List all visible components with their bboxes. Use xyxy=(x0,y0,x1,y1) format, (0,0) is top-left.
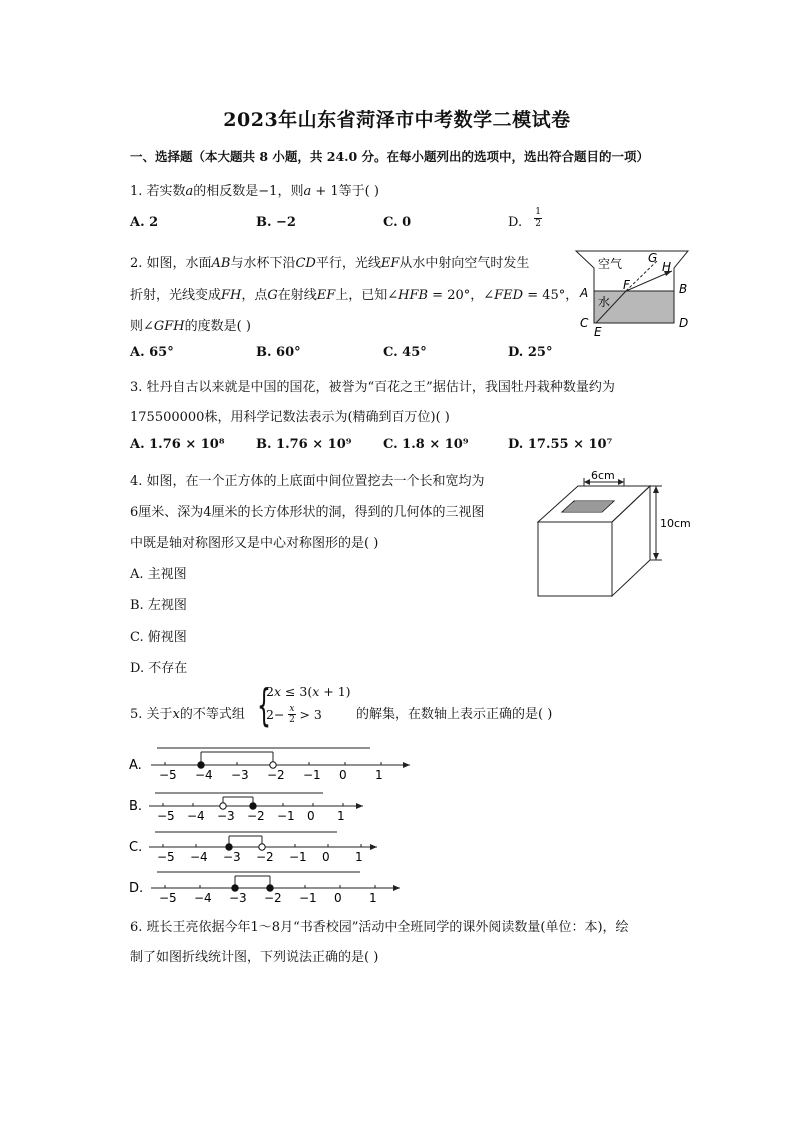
tick-label: 1 xyxy=(375,768,383,782)
tick-label: 0 xyxy=(334,891,342,905)
number-line-label: A. xyxy=(129,758,142,773)
fraction-numerator: 𝑥 xyxy=(289,704,295,714)
q1-option-d-label: D. xyxy=(508,215,523,230)
axis-arrow xyxy=(356,803,363,809)
inequality-2-left: 2− xyxy=(266,707,285,722)
question-3-line-1: 3. 牡丹自古以来就是中国的国花，被誉为“百花之王”据估计，我国牡丹栽种数量约为 xyxy=(130,380,615,395)
question-4-line-1: 4. 如图，在一个正方体的上底面中间位置挖去一个长和宽均为 xyxy=(130,474,485,489)
label-f: F xyxy=(623,278,630,292)
tick-label: −3 xyxy=(217,809,235,823)
question-3-line-2: 175500000株，用科学记数法表示为(精确到百万位)( ) xyxy=(130,410,450,425)
number-line-label: C. xyxy=(129,840,143,855)
q1-option-a[interactable]: A. 2 xyxy=(130,215,159,230)
q2-figure xyxy=(574,248,700,340)
inequality-2 xyxy=(266,704,322,725)
label-air: 空气 xyxy=(598,257,623,271)
tick-label: −5 xyxy=(159,891,177,905)
tick-label: −2 xyxy=(256,850,274,864)
fraction-denominator: 2 xyxy=(289,715,295,725)
ray-fh xyxy=(626,271,672,291)
q3-option-a[interactable]: A. 1.76 × 10⁸ xyxy=(130,437,225,452)
label-d: D xyxy=(679,316,689,330)
tick-label: −1 xyxy=(289,850,307,864)
tick-label: −4 xyxy=(194,891,212,905)
q5-number-lines xyxy=(125,735,425,905)
closed-point xyxy=(267,885,273,891)
label-e: E xyxy=(594,325,602,339)
tick-label: −4 xyxy=(187,809,205,823)
q2-option-b[interactable]: B. 60° xyxy=(256,345,301,360)
tick-label: −3 xyxy=(229,891,247,905)
tick-label: −3 xyxy=(223,850,241,864)
question-2-line-1: 2. 如图，水面𝐴𝐵与水杯下沿𝐶𝐷平行，光线𝐸𝐹从水中射向空气时发生 xyxy=(130,256,530,271)
closed-point xyxy=(226,844,232,850)
question-2-line-3: 则∠𝐺𝐹𝐻的度数是( ) xyxy=(130,319,251,334)
q4-option-d[interactable]: D. 不存在 xyxy=(130,661,188,676)
q4-option-b[interactable]: B. 左视图 xyxy=(130,598,187,613)
q3-option-c[interactable]: C. 1.8 × 10⁹ xyxy=(383,437,469,452)
number-line-label: D. xyxy=(129,881,144,896)
q3-option-b[interactable]: B. 1.76 × 10⁹ xyxy=(256,437,352,452)
closed-point xyxy=(198,762,204,768)
tick-label: −5 xyxy=(157,809,175,823)
label-g: G xyxy=(648,251,658,265)
question-2-line-2: 折射，光线变成𝐹𝐻，点𝐺在射线𝐸𝐹上，已知∠𝐻𝐹𝐵 = 20°，∠𝐹𝐸𝐷 = 45°， xyxy=(130,288,579,303)
question-1-stem: 1. 若实数𝑎的相反数是−1，则𝑎 + 1等于( ) xyxy=(130,184,379,199)
question-6-line-1: 6. 班长王亮依据今年1～8月“书香校园”活动中全班同学的课外阅读数量(单位：本)，绘 xyxy=(130,920,629,935)
closed-point xyxy=(232,885,238,891)
tick-label: 0 xyxy=(307,809,315,823)
q4-cube-figure xyxy=(536,468,696,600)
open-point xyxy=(270,762,276,768)
tick-label: −1 xyxy=(299,891,317,905)
tick-label: −2 xyxy=(267,768,285,782)
q1-option-c[interactable]: C. 0 xyxy=(383,215,412,230)
tick-label: 0 xyxy=(322,850,330,864)
label-b: B xyxy=(679,282,688,296)
open-point xyxy=(220,803,226,809)
label-c: C xyxy=(580,316,589,330)
fraction-numerator: 1 xyxy=(535,207,541,217)
section-heading: 一、选择题（本大题共 8 小题，共 24.0 分。在每小题列出的选项中，选出符合题目的一项） xyxy=(130,149,650,164)
fraction-denominator: 2 xyxy=(535,219,541,229)
q1-option-b[interactable]: B. −2 xyxy=(256,215,296,230)
axis-arrow xyxy=(393,885,400,891)
q4-option-c[interactable]: C. 俯视图 xyxy=(130,630,187,645)
inequality-1: 2𝑥 ≤ 3(𝑥 + 1) xyxy=(266,684,351,699)
question-6-line-2: 制了如图折线统计图，下列说法正确的是( ) xyxy=(130,950,379,965)
label-water: 水 xyxy=(598,295,611,309)
open-point xyxy=(259,844,265,850)
question-5-prefix: 5. 关于𝑥的不等式组 xyxy=(130,707,245,722)
inequality-brace: { xyxy=(257,680,271,731)
q2-option-d[interactable]: D. 25° xyxy=(508,345,553,360)
q2-option-c[interactable]: C. 45° xyxy=(383,345,427,360)
tick-label: 1 xyxy=(355,850,363,864)
question-4-line-2: 6厘米、深为4厘米的长方体形状的洞，得到的几何体的三视图 xyxy=(130,505,485,520)
question-4-line-3: 中既是轴对称图形又是中心对称图形的是( ) xyxy=(130,536,379,551)
tick-label: −1 xyxy=(277,809,295,823)
q1-option-d-fraction xyxy=(534,207,542,230)
q3-option-d[interactable]: D. 17.55 × 10⁷ xyxy=(508,437,613,452)
tick-label: 0 xyxy=(339,768,347,782)
question-5-suffix: 的解集，在数轴上表示正确的是( ) xyxy=(356,707,553,722)
q4-option-a[interactable]: A. 主视图 xyxy=(130,567,187,582)
axis-arrow xyxy=(403,762,410,768)
label-a: A xyxy=(580,286,589,300)
tick-label: 1 xyxy=(369,891,377,905)
dimension-6cm: 6cm xyxy=(591,469,615,482)
tick-label: 1 xyxy=(337,809,345,823)
axis-arrow xyxy=(370,844,377,850)
tick-label: −2 xyxy=(264,891,282,905)
tick-label: −5 xyxy=(157,850,175,864)
number-line-label: B. xyxy=(129,799,143,814)
q1-option-d[interactable] xyxy=(508,207,542,230)
tick-label: −2 xyxy=(247,809,265,823)
tick-label: −3 xyxy=(231,768,249,782)
tick-label: −4 xyxy=(195,768,213,782)
tick-label: −5 xyxy=(159,768,177,782)
tick-label: −4 xyxy=(190,850,208,864)
closed-point xyxy=(250,803,256,809)
inequality-2-right: > 3 xyxy=(299,707,322,722)
inequality-2-fraction xyxy=(288,704,295,725)
label-h: H xyxy=(662,260,672,274)
dimension-10cm: 10cm xyxy=(660,517,691,530)
tick-label: −1 xyxy=(303,768,321,782)
q2-option-a[interactable]: A. 65° xyxy=(130,345,174,360)
page-title: 2023年山东省菏泽市中考数学二模试卷 xyxy=(223,109,571,131)
